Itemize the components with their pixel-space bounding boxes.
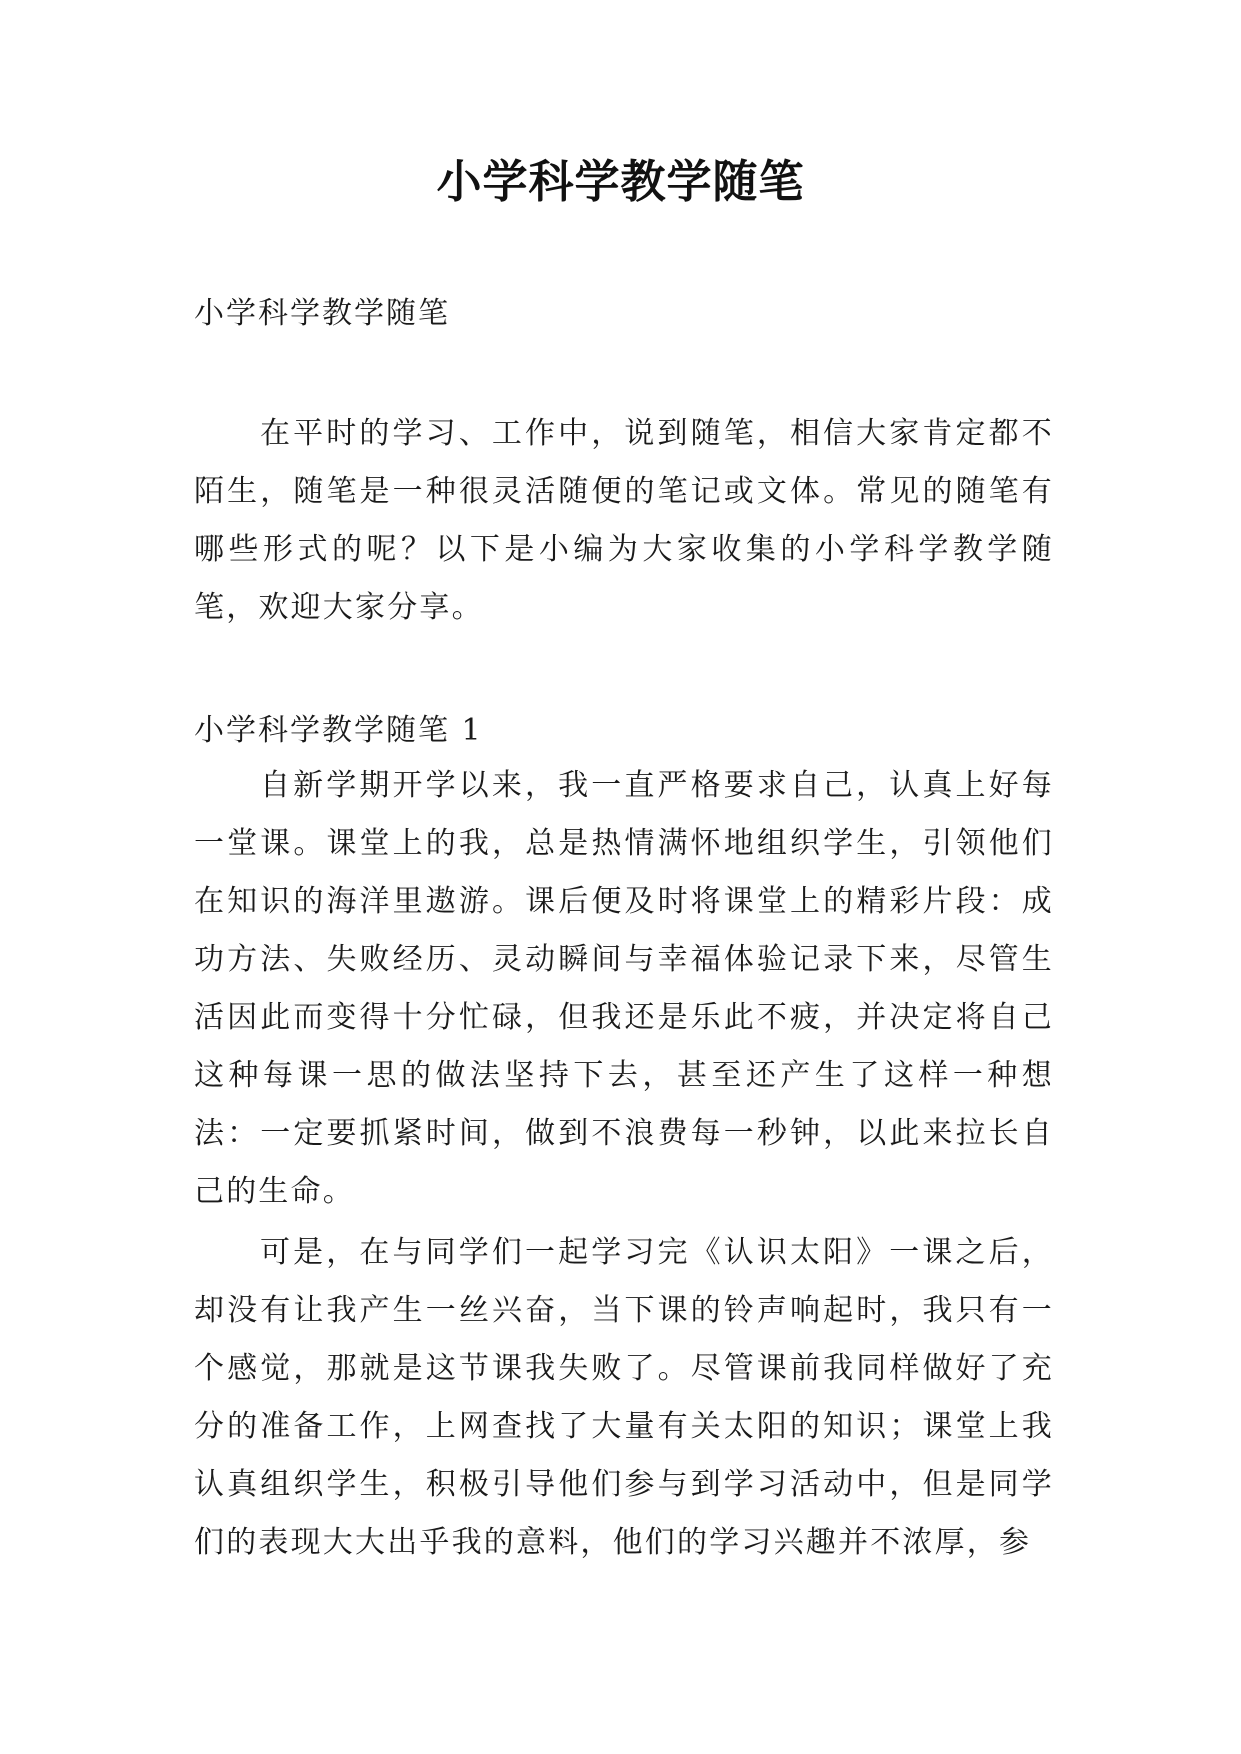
body-paragraph: 自新学期开学以来，我一直严格要求自己，认真上好每一堂课。课堂上的我，总是热情满怀地组织学生，引领他们在知识的海洋里遨游。课后便及时将课堂上的精彩片段：成功方法、失败经历、灵动瞬间与幸福体验记录下来，尽管生活因此而变得十分忙碌，但我还是乐此不疲，并决定将自己这种每课一思的做法坚持下去，甚至还产生了这样一种想法：一定要抓紧时间，做到不浪费每一秒钟，以此来拉长自己的生命。 (194, 768, 1054, 1209)
document-title: 小学科学教学随笔 (436, 155, 805, 208)
intro-paragraph: 在平时的学习、工作中，说到随笔，相信大家肯定都不陌生，随笔是一种很灵活随便的笔记或文体。常见的随笔有哪些形式的呢？以下是小编为大家收集的小学科学教学随笔，欢迎大家分享。 (194, 416, 1054, 625)
document-subtitle: 小学科学教学随笔 (194, 296, 450, 331)
section-heading: 小学科学教学随笔 1 (194, 713, 483, 748)
body-paragraph: 可是，在与同学们一起学习完《认识太阳》一课之后，却没有让我产生一丝兴奋，当下课的铃声响起时，我只有一个感觉，那就是这节课我失败了。尽管课前我同样做好了充分的准备工作，上网查找了大量有关太阳的知识；课堂上我认真组织学生，积极引导他们参与到学习活动中，但是同学们的表现大大出乎我的意料，他们的学习兴趣并不浓厚，参 (194, 1235, 1054, 1560)
